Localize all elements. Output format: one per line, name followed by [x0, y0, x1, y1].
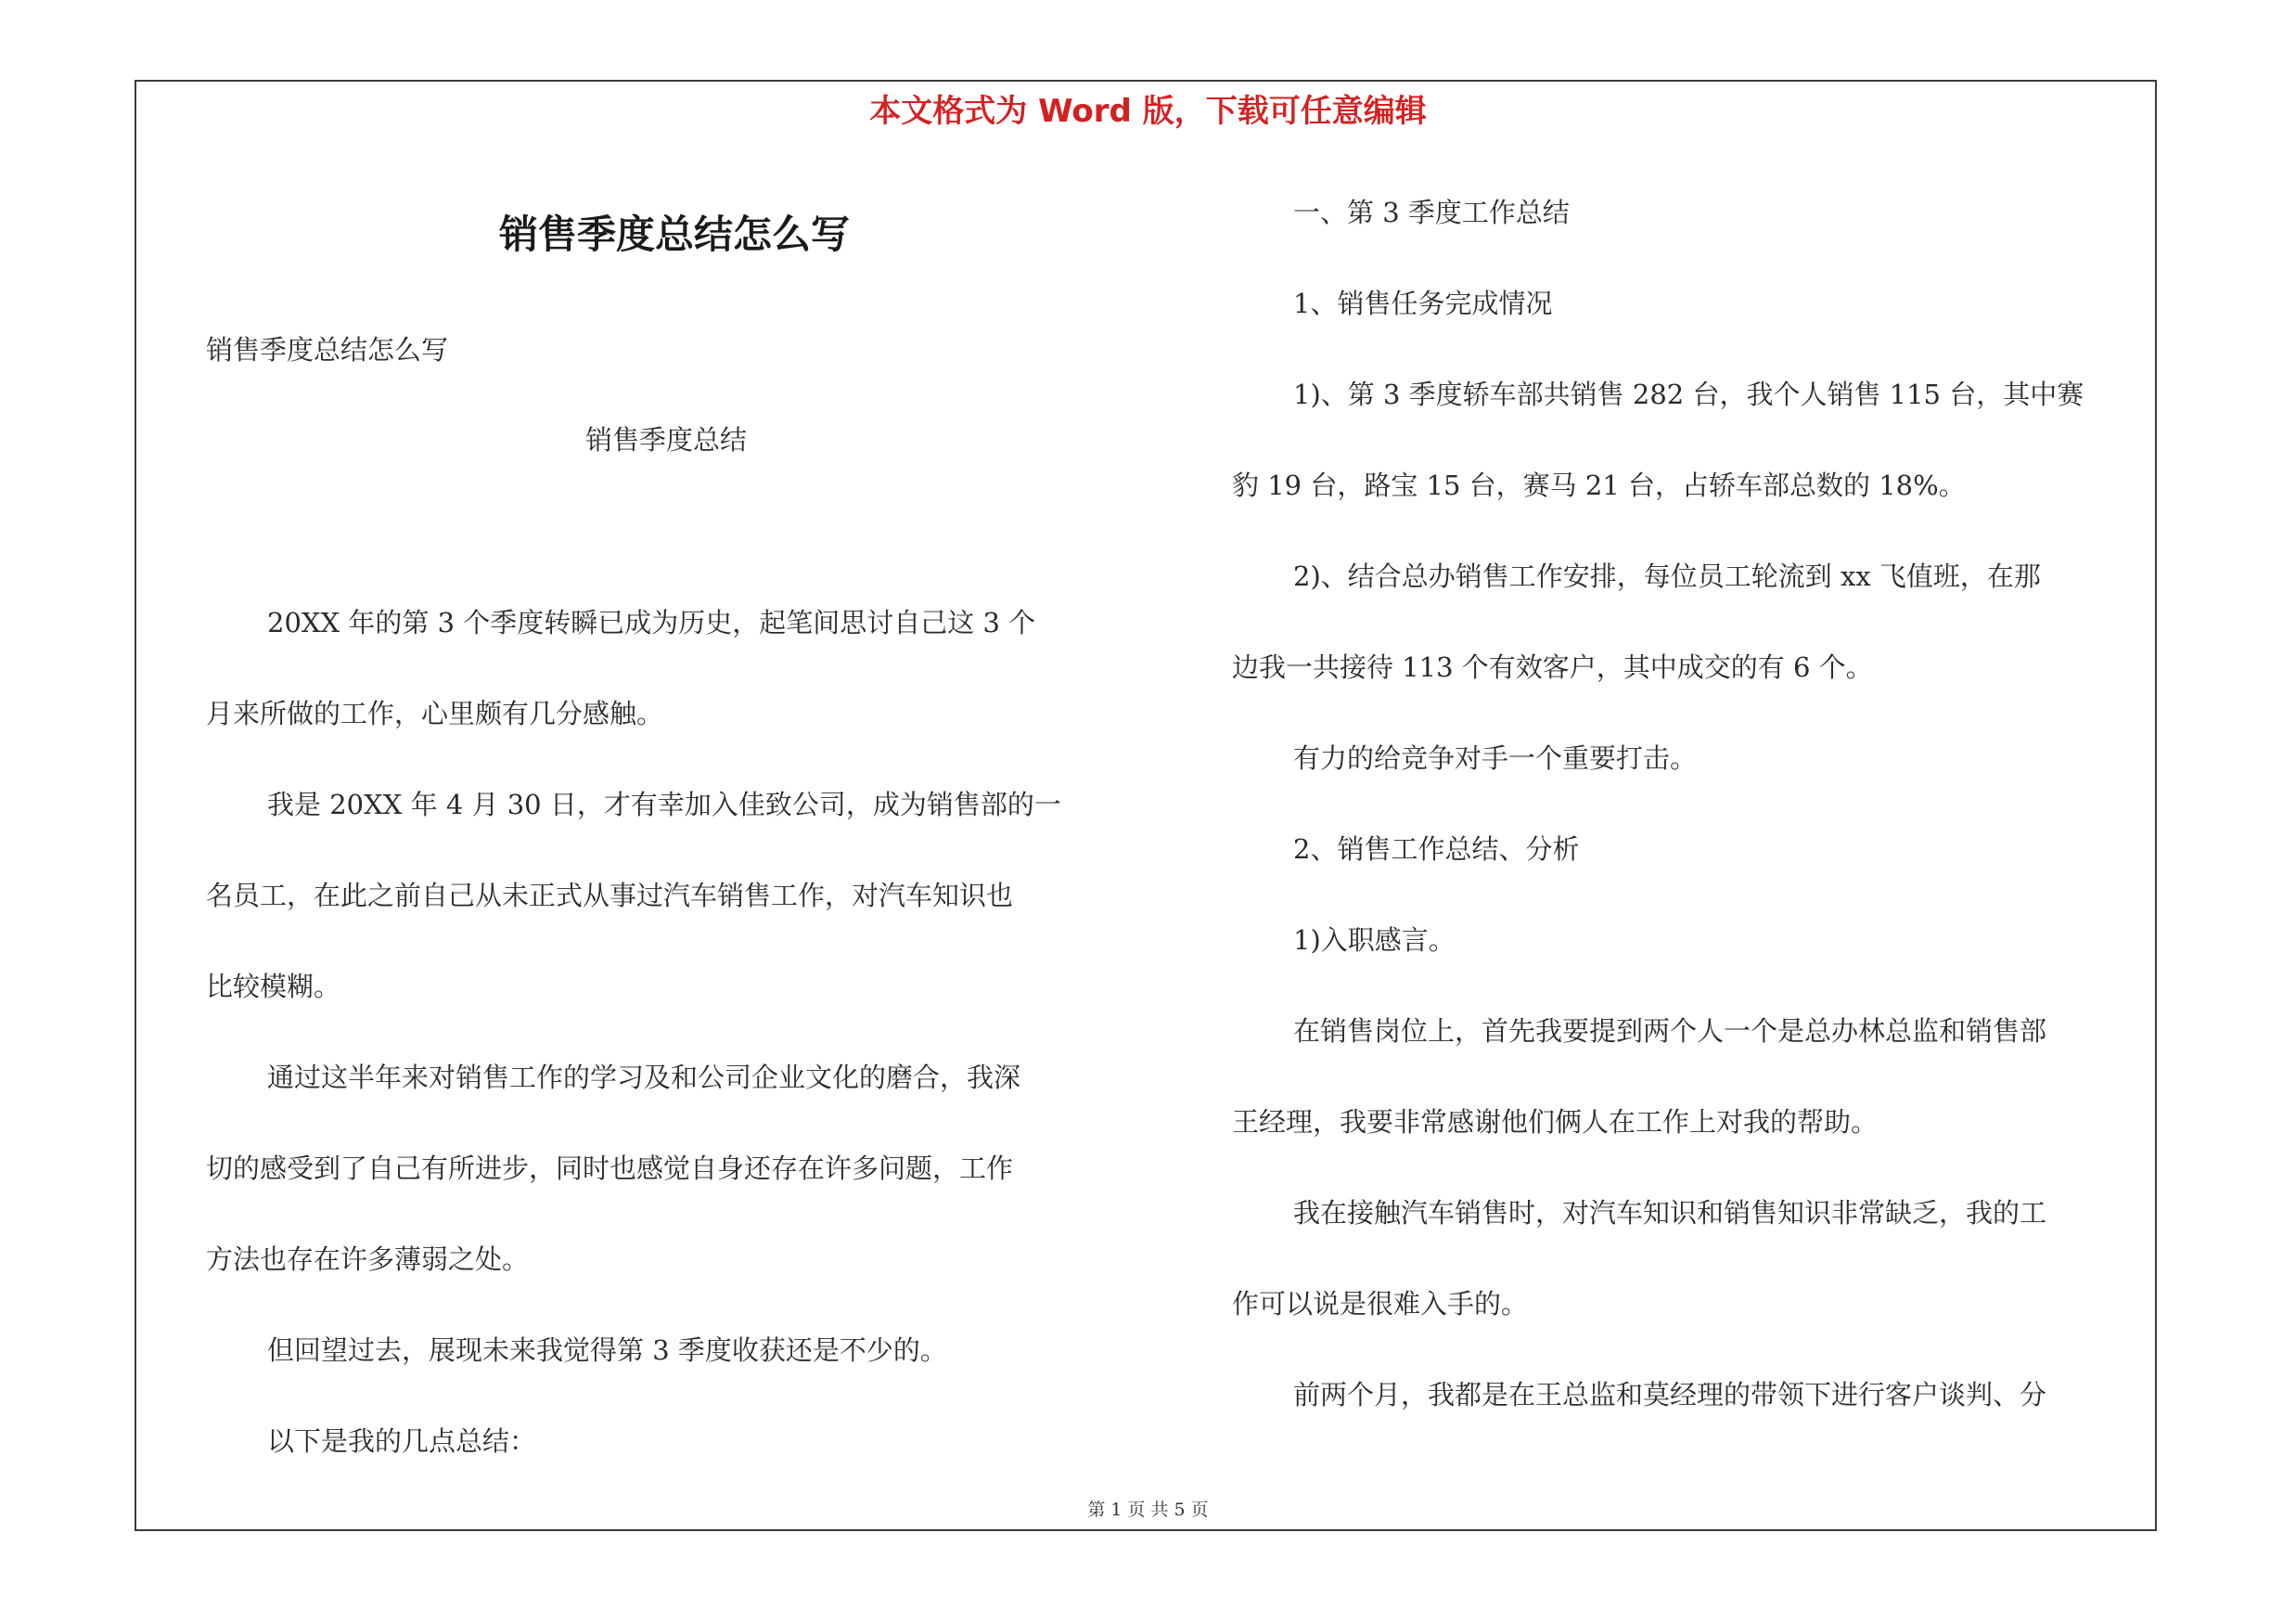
section-heading: 一、第 3 季度工作总结 [1293, 197, 1570, 228]
subsection-heading: 1、销售任务完成情况 [1293, 288, 1553, 319]
paragraph-line: 20XX 年的第 3 个季度转瞬已成为历史，起笔间思讨自己这 3 个 [267, 607, 1036, 638]
paragraph-line: 名员工，在此之前自己从未正式从事过汽车销售工作，对汽车知识也 [206, 880, 1014, 911]
paragraph-line: 但回望过去，展现未来我觉得第 3 季度收获还是不少的。 [267, 1334, 947, 1366]
paragraph-line: 边我一共接待 113 个有效客户，其中成交的有 6 个。 [1232, 651, 1873, 683]
paragraph-line: 豹 19 台，路宝 15 台，赛马 21 台，占轿车部总数的 18%。 [1232, 470, 1966, 501]
paragraph-line: 2)、结合总办销售工作安排，每位员工轮流到 xx 飞值班，在那 [1293, 560, 2041, 592]
paragraph-line: 我在接触汽车销售时，对汽车知识和销售知识非常缺乏，我的工 [1293, 1197, 2047, 1229]
document-title: 销售季度总结怎么写 [498, 212, 850, 257]
paragraph-line: 我是 20XX 年 4 月 30 日，才有幸加入佳致公司，成为销售部的一 [267, 789, 1061, 820]
paragraph-line: 王经理，我要非常感谢他们俩人在工作上对我的帮助。 [1232, 1106, 1879, 1138]
editable-format-banner: 本文格式为 Word 版，下载可任意编辑 [869, 93, 1427, 130]
paragraph-line: 通过这半年来对销售工作的学习及和公司企业文化的磨合，我深 [267, 1062, 1021, 1093]
page-number-footer: 第 1 页 共 5 页 [1087, 1500, 1209, 1520]
paragraph-line: 以下是我的几点总结： [267, 1425, 537, 1457]
paragraph-line: 作可以说是很难入手的。 [1232, 1288, 1529, 1320]
section-heading: 销售季度总结 [584, 424, 747, 456]
paragraph-line: 切的感受到了自己有所进步，同时也感觉自身还存在许多问题，工作 [206, 1153, 1014, 1184]
subsection-heading: 2、销售工作总结、分析 [1293, 833, 1580, 865]
paragraph-line: 1)、第 3 季度轿车部共销售 282 台，我个人销售 115 台，其中赛 [1293, 379, 2084, 410]
paragraph-line: 比较模糊。 [206, 971, 341, 1002]
paragraph-line: 前两个月，我都是在王总监和莫经理的带领下进行客户谈判、分 [1293, 1379, 2047, 1410]
paragraph-line: 有力的给竞争对手一个重要打击。 [1293, 742, 1698, 774]
paragraph-line: 在销售岗位上，首先我要提到两个人一个是总办林总监和销售部 [1293, 1015, 2047, 1047]
paragraph-line: 月来所做的工作，心里颇有几分感触。 [206, 698, 664, 729]
paragraph-line: 方法也存在许多薄弱之处。 [206, 1243, 530, 1275]
paragraph-line: 1)入职感言。 [1293, 924, 1456, 956]
subtitle-line: 销售季度总结怎么写 [206, 334, 449, 366]
